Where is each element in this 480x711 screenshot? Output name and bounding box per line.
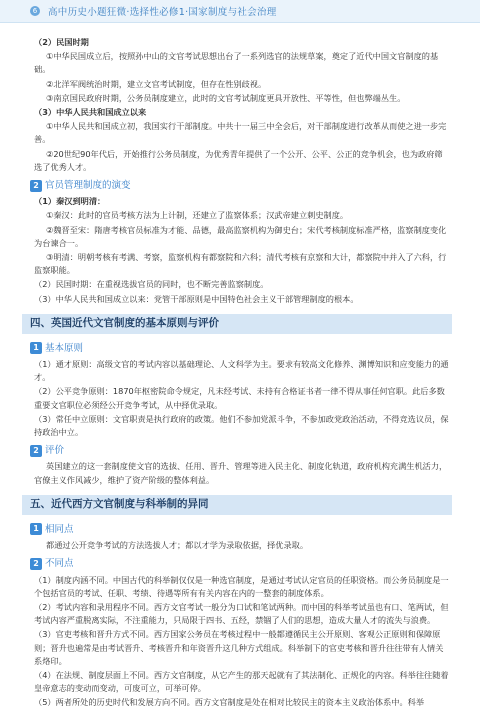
paragraph: ①中华人民共和国成立初，我国实行干部制度。中共十一届三中全会后，对干部制度进行改革从而使之进一步完善。 [34,121,447,145]
paragraph: （3）官吏考核和晋升方式不同。西方国家公务员在考核过程中一般都遵循民主公开原则、客观公正原则和保障原则；晋升也遍常是由考试晋升、考核晋升和年资晋升这几种方式组成。科举制下的官吏考核和晋升往往带有人情关系烙印。 [34,629,444,666]
subsection-heading [30,444,449,457]
paragraph: （3）中华人民共和国成立以来：党管干部原则是中国特色社会主义干部管理制度的根本。 [34,293,359,304]
paragraph: （2）公平竞争原则：1870年枢密院命令规定，凡未经考试、未持有合格证书者一律不得从事任何官职。此后多数重要文官职位必须经公开竞争考试，从中择优录取。 [34,386,445,410]
subsection-number: 1 [30,342,42,354]
subsection-label: 不同点 [45,558,74,570]
paragraph: ③明清：明朝考核有考满、考察，监察机构有都察院和六科；清代考核有京察和大计，都察院中并入了六科，行监察职能。 [34,252,447,276]
subheading-republic: （2）民国时期 [34,37,89,47]
paragraph: ①秦汉：此时的官员考核方法为上计制，还建立了监察体系；汉武帝建立刺史制度。 [46,210,349,221]
section-heading-5 [22,495,452,515]
page-header [0,0,480,23]
paragraph: （1）通才原则：高级文官的考试内容以基础理论、人文科学为主。要求有较高文化修养、渊博知识和应变能力的通才。 [34,359,449,383]
subsection-label: 官员管理制度的演变 [45,180,131,192]
subsection-label: 基本原则 [45,342,84,354]
running-title: 高中历史小题狂微·选择性必修1·国家制度与社会治理 [48,7,277,18]
subsection-number: 2 [30,558,42,570]
paragraph: （2）民国时期：在重视选拔官员的同时，也不断完善监察制度。 [34,279,269,290]
page-number-badge: 6 [30,6,40,16]
paragraph: ①中华民国成立后，按照孙中山的文官考试思想出台了一系列选官的法规草案，奠定了近代中国文官制度的基础。 [34,51,439,75]
page-content [30,36,449,711]
paragraph: （2）考试内容和录用程序不同。西方文官考试一般分为口试和笔试两种。而中国的科举考试虽也有口、笔两试，但考试内容严重脱离实际，不注重能力，只局限于四书、五经，禁锢了人们的思想，造成大量人才的流失与浪费。 [34,601,449,626]
paragraph: ③南京国民政府时期，公务员制度建立，此时的文官考试制度更具开放性、平等性，但也弊端丛生。 [46,92,406,103]
subheading-prc: （3）中华人民共和国成立以来 [34,107,147,118]
subsection-heading [30,179,449,192]
paragraph: （1）制度内涵不同。中国古代的科举制仅仅是一种选官制度，是通过考试认定官员的任职资格。而公务员制度是一个包括官员的考试、任职、考绩、待遇等所有有关内容在内的一整套的制度体系。 [34,574,449,598]
paragraph: 都通过公开竞争考试的方法选拔人才；都以才学为录取依据，择优录取。 [46,540,309,551]
subsection-number: 1 [30,523,42,535]
subsection-number: 2 [30,445,42,457]
paragraph: ②魏晋至宋：隋唐考核官员标准为才能、品德，最高监察机构为御史台；宋代考核制度标准严格，监察制度变化为台谏合一。 [34,224,447,248]
subsection-label: 评价 [45,445,65,457]
section-title: 四、英国近代文官制度的基本原则与评价 [30,317,219,330]
paragraph: 英国建立的这一套制度使文官的选拔、任用、晋升、管理等进入民主化、制度化轨道，政府机构充满生机活力，官僚主义作风减少，维护了资产阶级的整体利益。 [34,461,448,485]
subheading: （1）秦汉到明清： [34,196,106,207]
section-title: 五、近代西方文官制度与科举制的异同 [30,498,209,511]
subsection-number: 2 [30,180,42,192]
paragraph: （5）两者所处的历史时代和发展方向不同。西方文官制度是处在相对比较民主的资本主义政治体系中。科举 [34,697,425,708]
paragraph: ②20世纪90年代后，开始推行公务员制度，为优秀青年提供了一个公开、公平、公正的竞争机会，也为政府筛选了优秀人才。 [34,148,443,172]
paragraph: ②北洋军阀统治时期，建立文官考试制度，但存在性别歧视。 [46,78,267,89]
subsection-heading [30,342,449,355]
subsection-heading [30,557,449,570]
subsection-label: 相同点 [45,523,74,535]
paragraph: （4）在法规、制度层面上不同。西方文官制度，从它产生的那天起就有了其法制化、正规化的内容。科举往往随着皇帝意志的变动而变动，可废可立，可举可停。 [34,669,449,694]
paragraph: （3）常任中立原则：文官职责是执行政府的政策。他们不参加党派斗争，不参加政党政治活动，不得竞选议员，保持政治中立。 [34,413,449,438]
section-heading-4 [22,314,452,334]
subsection-heading [30,523,449,536]
